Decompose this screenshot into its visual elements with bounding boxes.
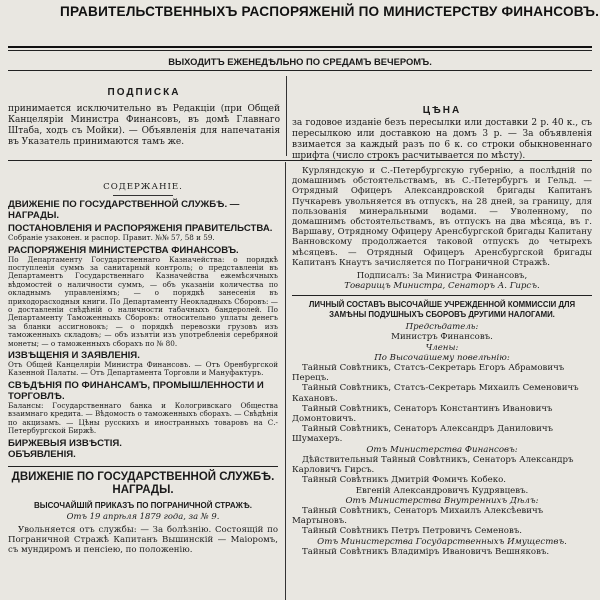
member-name: Тайный Совѣтникъ, Статсъ-Секретарь Егоръ Абрамовичъ Перецъ. (292, 363, 565, 384)
contents-end-rule (8, 466, 278, 467)
contents-section-head: ДВИЖЕНІЕ ПО ГОСУДАРСТВЕННОЙ СЛУЖБѢ. — НАГРАДЫ. (8, 199, 240, 222)
chair-label: Предсѣдатель: (405, 322, 479, 333)
weekly-notice: ВЫХОДИТЪ ЕЖЕНЕДѢЛЬНО ПО СРЕДАМЪ ВЕЧЕРОМЪ. (168, 56, 432, 67)
price-text: за годовое изданіе безъ пересылки или доставки 2 р. 40 к., съ пересылкою или доставкою на домъ 3 р. — За объявленія взимается за каждый разъ по 6 к. со строки обыкновеннаго шрифта (число строкъ расчитывается по мѣсту). (292, 118, 592, 162)
subscription-box (8, 88, 280, 148)
movement-date: Отъ 19 апрѣля 1879 года, за № 9. (66, 510, 220, 521)
members-label: Члены: (425, 342, 459, 353)
orders-text: Курляндскую и С.-Петербургскую губернію, а послѣдній по домашнимъ обстоятельствамъ, въ С.-Петербургъ и Гельд. — Отрядный Офицеръ Александровской бригады Капитанъ Пучкаревъ увольняется въ отпускъ, на 28 дней, за границу, для пользованія минеральными водами. — Уволенному, по домашнимъ обстоятельствамъ, въ отпускъ на два мѣсяца, въ г. Варшаву, Отрядному Офицеру Аренсбургской бригады Капитану Ванновскому продолжается таковой отпускъ до четырехъ мѣсяцевъ. — Отрядный Офицеръ Аренсбургской бригады Капитанъ Кнаутъ зачисляется по Пограничной Стражѣ. (292, 166, 592, 268)
masthead-rule (8, 46, 592, 48)
movement-decree: ВЫСОЧАЙШІЙ ПРИКАЗЪ ПО ПОГРАНИЧНОЙ СТРАЖѢ. (34, 500, 252, 510)
commission-title: ЛИЧНЫЙ СОСТАВЪ ВЫСОЧАЙШЕ УЧРЕЖДЕННОЙ КОММИССІИ ДЛЯ ЗАМѢНЫ ПОДУШНЫХЪ СБОРОВЪ ДРУГИМИ НАЛОГАМИ. (308, 300, 576, 319)
group-label: Отъ Министерства Финансовъ: (366, 444, 518, 455)
subscription-title: ПОДПИСКА (107, 87, 181, 98)
contents-section-head: ПОСТАНОВЛЕНІЯ И РАСПОРЯЖЕНІЯ ПРАВИТЕЛЬСТВА. (8, 223, 273, 235)
contents-section-head: СВѢДѢНІЯ ПО ФИНАНСАМЪ, ПРОМЫШЛЕННОСТИ И ТОРГОВЛѢ. (8, 379, 264, 402)
contents-section-head: ИЗВѢЩЕНІЯ И ЗАЯВЛЕНІЯ. (8, 350, 140, 362)
price-box (292, 100, 592, 162)
main-column-divider (285, 162, 286, 600)
right-column (292, 166, 592, 557)
contents-title: СОДЕРЖАНІЕ. (103, 182, 183, 192)
member-name: Тайный Совѣтникъ, Сенаторъ Александръ Даниловичъ Шумахеръ. (292, 424, 554, 445)
weekly-rule (8, 70, 592, 71)
contents-section-head: ОБЪЯВЛЕНІЯ. (8, 448, 76, 460)
member-name: Тайный Совѣтникъ Владиміръ Ивановичъ Вешняковъ. (302, 546, 550, 557)
member-name: Тайный Совѣтникъ, Статсъ-Секретарь Михаилъ Семеновичъ Кахановъ. (292, 383, 579, 404)
chair-name: Министръ Финансовъ. (391, 332, 493, 343)
group-label: Отъ Министерства Государственныхъ Имуществъ. (317, 536, 567, 547)
contents-column (8, 166, 278, 556)
signed-line: Подписалъ: За Министра Финансовъ, (356, 271, 528, 282)
contents-section-head: БИРЖЕВЫЯ ИЗВѢСТІЯ. (8, 437, 122, 449)
group-label: По Высочайшему повелѣнію: (374, 352, 510, 363)
contents-section-text: Отъ Общей Канцеляріи Министра Финансовъ. — Отъ Оренбургской Казенной Палаты. — Отъ Департамента Торговли и Мануфактуръ. (8, 360, 278, 378)
member-name: Тайный Совѣтникъ, Сенаторъ Константинъ Ивановичъ Домонтовичъ. (292, 403, 553, 425)
movement-text: Увольняется отъ службы: — За болѣзнію. Состоящій по Пограничной Стражѣ Капитанъ Вышинскій — Маіоромъ, съ мундиромъ и пенсіею, по положенію. (8, 524, 278, 556)
contents-section-text: По Департаменту Государственнаго Казначейства: о порядкѣ поступленія суммъ за санитарный контроль; о представленіи въ Департаментъ Государственнаго Казначейства ежемѣсячныхъ вѣдомостей о наличности суммъ, — объ указаніи количества по окладнымъ управленіямъ; — о порядкѣ занесенія въ приходорасходныя книги. По Департаменту Неокладныхъ Сборовъ: — о доставленіи свѣдѣній о наличности табачныхъ бандеролей. По Департаменту Таможенныхъ Сборовъ: относительно уплаты денегъ за бланки ассигновокъ; — о порядкѣ перевозки грузовъ изъ таможенныхъ складовъ; — объ изъятіи изъ употребленія серебряной монеты; — о таможенныхъ сборахъ по № 80. (8, 254, 278, 348)
commission-rule (292, 295, 592, 296)
top-column-divider (286, 76, 287, 156)
member-name: Тайный Совѣтникъ, Сенаторъ Михаилъ Алексѣевичъ Мартыновъ. (292, 505, 544, 527)
contents-section-text: Собраніе узаконен. и распор. Правит. №№ 57, 58 и 59. (8, 233, 215, 243)
contents-section-head: РАСПОРЯЖЕНІЯ МИНИСТЕРСТВА ФИНАНСОВЪ. (8, 244, 239, 256)
contents-section-text: Балансы: Государственнаго банка и Кологривскаго Общества взаимнаго кредита. — Вѣдомость о таможенныхъ сборахъ. — Свѣдѣнія по акцизамъ. — Цѣны русскихъ и иностранныхъ товаровъ на С.-Петербургской Биржѣ. (8, 400, 278, 436)
group-label: Отъ Министерства Внутреннихъ Дѣлъ: (345, 495, 539, 506)
masthead-title: ПРАВИТЕЛЬСТВЕННЫХЪ РАСПОРЯЖЕНІЙ ПО МИНИСТЕРСТВУ ФИНАНСОВЪ. (60, 4, 600, 19)
masthead-rule-thin (8, 50, 592, 51)
member-name: Тайный Совѣтникъ Петръ Петровичъ Семеновъ. (302, 526, 523, 537)
contents-rule (113, 195, 173, 196)
section-rule (8, 160, 592, 161)
member-name: Евгеній Александровичъ Кудрявцевъ. (355, 485, 529, 496)
signer-line: Товарищъ Министра, Сенаторъ А. Гирсъ. (344, 281, 540, 292)
price-title: ЦѢНА (422, 105, 462, 116)
subscription-text: принимается исключительно въ Редакціи (при Общей Канцеляріи Министра Финансовъ, въ домѣ Главнаго Штаба, ходъ съ Мойки). — Объявленія для напечатанія въ Указатель принимаются тамъ же. (8, 104, 280, 148)
member-name: Тайный Совѣтникъ Дмитрій Фомичъ Кобеко. (302, 475, 506, 486)
movement-title: ДВИЖЕНІЕ ПО ГОСУДАРСТВЕННОЙ СЛУЖБѢ. НАГРАДЫ. (11, 470, 275, 496)
member-name: Дѣйствительный Тайный Совѣтникъ, Сенаторъ Александръ Карловичъ Гирсъ. (292, 454, 574, 476)
